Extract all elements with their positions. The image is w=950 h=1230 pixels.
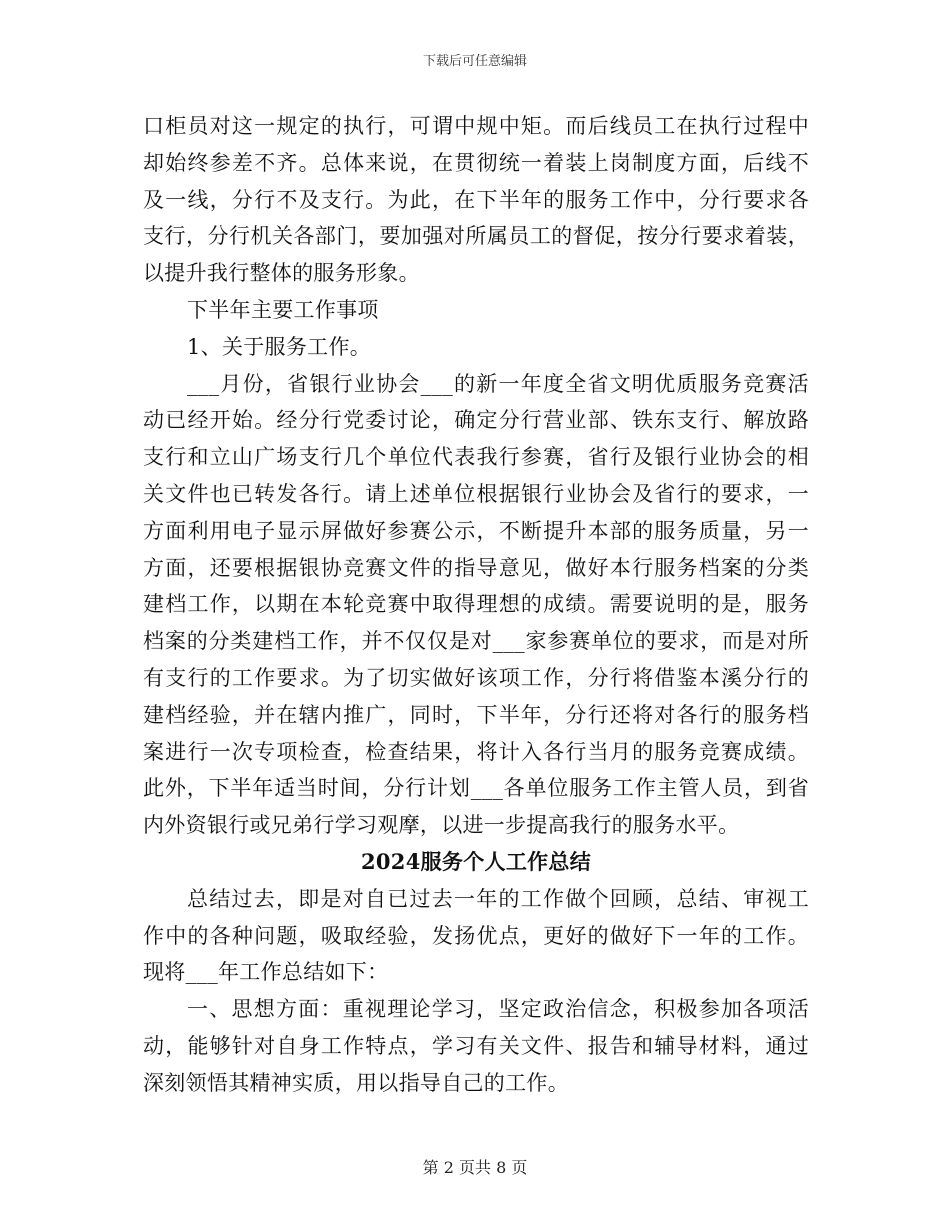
- text-line: 深刻领悟其精神实质，用以指导自己的工作。: [143, 1070, 569, 1095]
- text-line: 关文件也已转发各行。请上述单位根据银行业协会及省行的要求，一: [143, 481, 809, 506]
- page-header: 下载后可任意编辑: [422, 54, 527, 69]
- text-line: 作中的各种问题，吸取经验，发扬优点，更好的做好下一年的工作。: [143, 923, 809, 948]
- text-line: 建档经验，并在辖内推广，同时，下半年，分行还将对各行的服务档: [143, 702, 809, 727]
- text-line: 一、思想方面：重视理论学习，坚定政治信念，积极参加各项活: [187, 997, 809, 1022]
- text-line: 方面，还要根据银协竞赛文件的指导意见，做好本行服务档案的分类: [143, 555, 809, 580]
- text-line: 口柜员对这一规定的执行，可谓中规中矩。而后线员工在执行过程中: [143, 114, 809, 138]
- text-line: 建档工作，以期在本轮竞赛中取得理想的成绩。需要说明的是，服务: [143, 592, 809, 617]
- text-line: 案进行一次专项检查，检查结果，将计入各行当月的服务竞赛成绩。: [143, 739, 809, 764]
- text-line: 现将___年工作总结如下：: [143, 960, 389, 985]
- document-body: [143, 108, 809, 1102]
- text-line: 及一线，分行不及支行。为此，在下半年的服务工作中，分行要求各: [143, 187, 809, 212]
- text-line: ___月份，省银行业协会___的新一年度全省文明优质服务竞赛活: [187, 371, 809, 396]
- text-line: 内外资银行或兄弟行学习观摩，以进一步提高我行的服务水平。: [143, 813, 740, 838]
- text-line: 以提升我行整体的服务形象。: [143, 261, 420, 286]
- text-line: 动，能够针对自身工作特点，学习有关文件、报告和辅导材料，通过: [143, 1033, 809, 1058]
- text-line: 档案的分类建档工作，并不仅仅是对___家参赛单位的要求，而是对所: [143, 629, 809, 654]
- text-line: 此外，下半年适当时间，分行计划___各单位服务工作主管人员，到省: [143, 776, 809, 801]
- text-line: 总结过去，即是对自已过去一年的工作做个回顾，总结、审视工: [187, 886, 809, 911]
- section-heading: 2024服务个人工作总结: [360, 848, 592, 874]
- text-line: 有支行的工作要求。为了切实做好该项工作，分行将借鉴本溪分行的: [143, 665, 809, 690]
- page-footer: 第 2 页共 8 页: [422, 1158, 528, 1177]
- text-line: 动已经开始。经分行党委讨论，确定分行营业部、铁东支行、解放路: [143, 408, 809, 433]
- subheading-line: 下半年主要工作事项: [187, 297, 379, 322]
- text-line: 却始终参差不齐。总体来说，在贯彻统一着装上岗制度方面，后线不: [143, 150, 809, 175]
- list-item-line: 1、关于服务工作。: [187, 334, 372, 359]
- text-line: 支行和立山广场支行几个单位代表我行参赛，省行及银行业协会的相: [143, 445, 809, 470]
- text-line: 方面利用电子显示屏做好参赛公示，不断提升本部的服务质量，另一: [143, 518, 809, 543]
- text-line: 支行，分行机关各部门，要加强对所属员工的督促，按分行要求着装，: [143, 224, 809, 249]
